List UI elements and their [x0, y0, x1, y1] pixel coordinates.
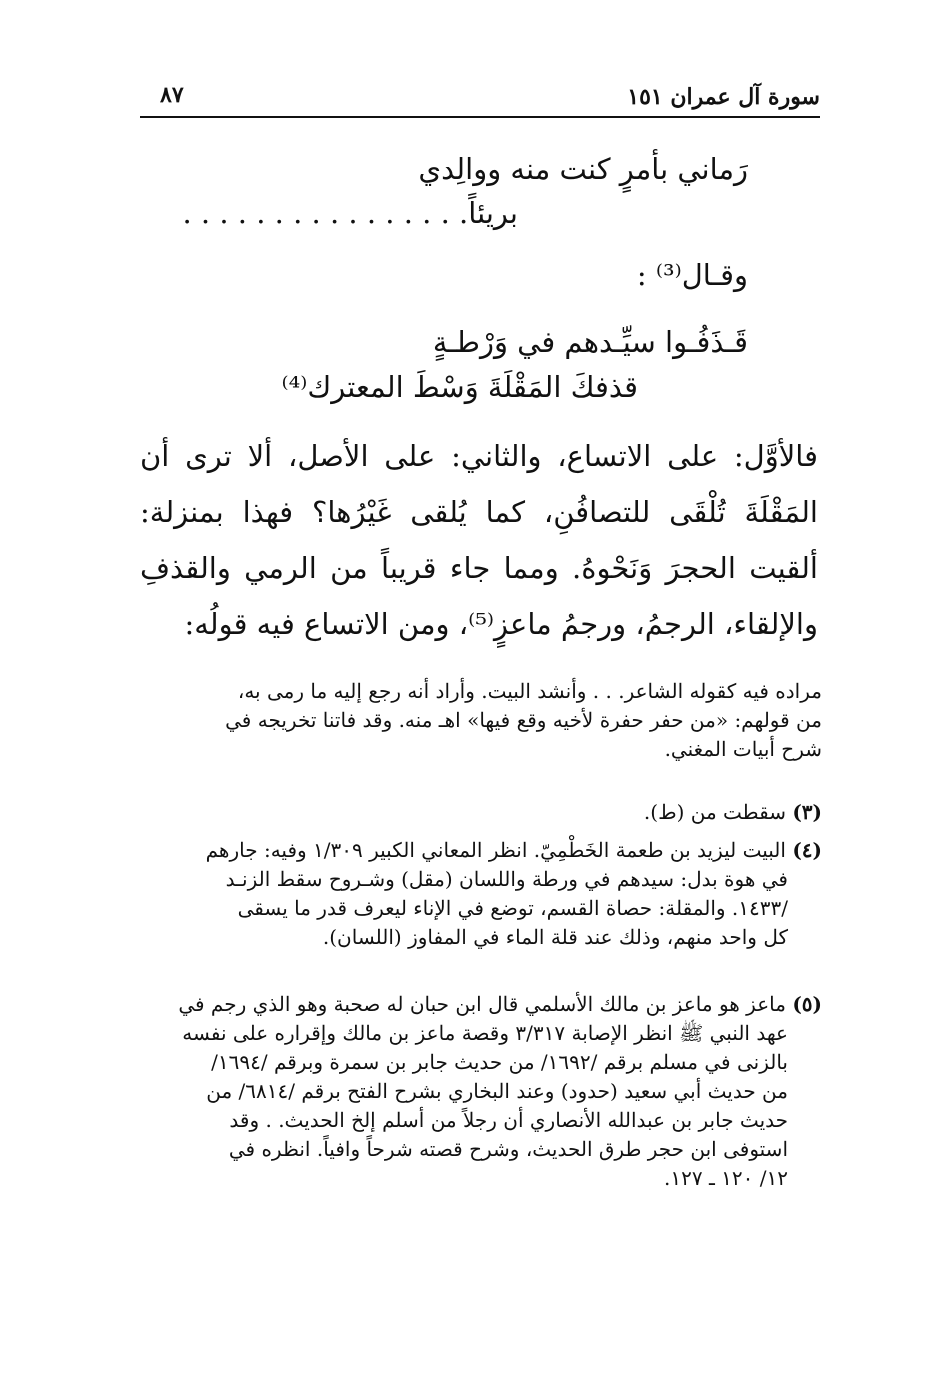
verse1-line1: رَماني بأمرٍ كنت منه ووالِدي	[418, 152, 748, 186]
footnote-continuation	[150, 677, 822, 764]
footnote-3	[150, 798, 822, 827]
footnote-number: (٣)	[792, 800, 822, 824]
footnote-line: كل واحد منهم، وذلك عند قلة الماء في المفاوز (اللسان).	[322, 925, 788, 949]
intro-line: وقـال⁽³⁾ :	[636, 258, 748, 292]
footnote-4	[150, 836, 822, 952]
footnote-text: سقطت من (ط).	[643, 800, 786, 824]
footnote-5	[150, 990, 822, 1193]
footnote-text: ماعز هو ماعز بن مالك الأسلمي قال ابن حبان له صحبة وهو الذي رجم في	[178, 992, 786, 1016]
running-title: سورة آل عمران ١٥١	[627, 84, 820, 110]
footnote-text: البيت ليزيد بن طعمة الخَطْمِيّ. انظر المعاني الكبير ١/٣٠٩ وفيه: جارهم	[205, 838, 786, 862]
footnote-line: استوفى ابن حجر طرق الحديث، وشرح قصته شرحاً وافياً. انظره في	[228, 1137, 788, 1161]
page-header	[140, 80, 820, 118]
footnote-line: في هوة بدل: سيدهم في ورطة واللسان (مقل) وشـروح سقط الزنـد	[225, 867, 788, 891]
footnote-line: من حديث أبي سعيد (حدود) وعند البخاري بشرح الفتح برقم /٦٨١٤/ من	[206, 1079, 788, 1103]
footnote-line: مراده فيه كقوله الشاعر. . . وأنشد البيت. وأراد أنه رجع إليه ما رمى به،	[237, 679, 822, 703]
footnote-line: حديث جابر بن عبدالله الأنصاري أن رجلاً من أسلم إلخ الحديث. . وقد	[229, 1108, 788, 1132]
footnote-line: عهد النبي ﷺ انظر الإصابة ٣/٣١٧ وقصة ماعز بن مالك وإقراره على نفسه	[182, 1021, 788, 1045]
verse2-line1: قَـذَفُـوا سيِّـدهم في وَرْطـةٍ	[432, 325, 748, 359]
footnote-number: (٥)	[792, 992, 822, 1016]
footnote-line: شرح أبيات المغني.	[664, 737, 822, 761]
page-number: ٨٧	[160, 82, 184, 108]
verse2-line2: قذفكَ المَقْلَةَ وَسْطَ المعترك⁽⁴⁾	[281, 370, 638, 404]
main-paragraph: فالأوَّل: على الاتساع، والثاني: على الأصل، ألا ترى أن المَقْلَةَ تُلْقَى للتصافُنِ، كما يُلقى غَيْرُها؟ فهذا بمنزلة: ألقيت الحجرَ وَنَحْوهُ. ومما جاء قريباً من الرمي والقذفِ والإلقاء، الرجمُ، ورجمُ ماعزٍ⁽⁵⁾، ومن الاتساع فيه قولُه:	[140, 439, 818, 641]
footnote-line: /١٤٣٣. والمقلة: حصاة القسم، توضع في الإناء ليعرف قدر ما يسقى	[237, 896, 788, 920]
footnote-line: من قولهم: «من حفر حفرة لأخيه وقع فيها» اهـ منه. وقد فاتنا تخريجه في	[225, 708, 822, 732]
footnote-line: ١٢/ ١٢٠ ـ ١٢٧.	[664, 1166, 788, 1190]
verse1-line2: بريئاً. . . . . . . . . . . . . . . .	[182, 196, 518, 230]
footnote-number: (٤)	[792, 838, 822, 862]
footnote-line: بالزنى في مسلم برقم /١٦٩٢/ من حديث جابر بن سمرة وبرقم /١٦٩٤/	[211, 1050, 788, 1074]
